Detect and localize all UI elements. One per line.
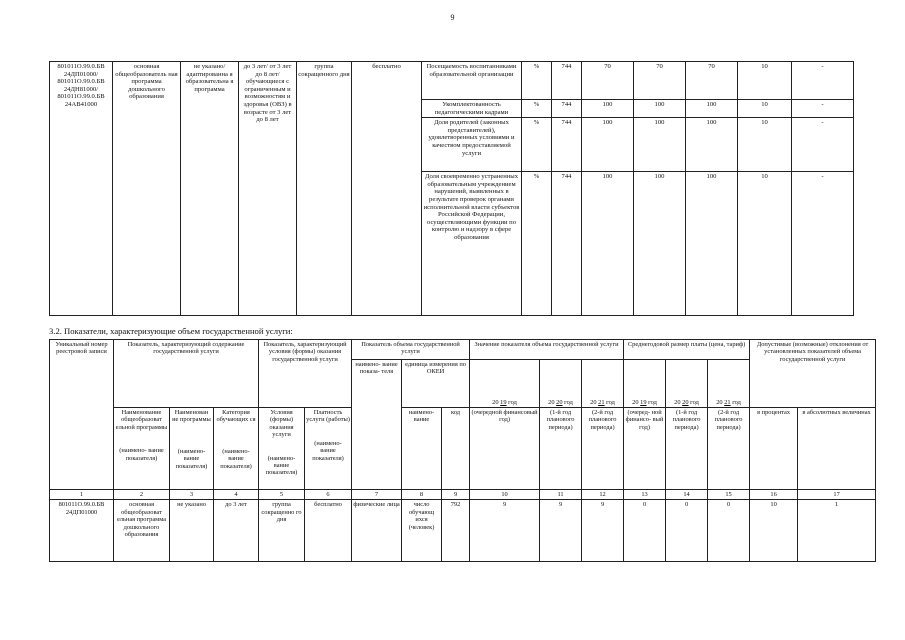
column-number: 11 xyxy=(540,490,582,500)
header-volume: Показатель объема государственной услуги xyxy=(352,340,470,360)
program-category: не указано/ адаптированна я образовательна я программа xyxy=(181,62,239,316)
header-fee-year-second: 20 21 год xyxy=(708,360,750,408)
indicator-value: 100 xyxy=(582,118,634,172)
column-number: 2 xyxy=(114,490,170,500)
column-number: 3 xyxy=(170,490,214,500)
column-number: 5 xyxy=(259,490,305,500)
column-number: 4 xyxy=(214,490,259,500)
table-row xyxy=(50,500,876,562)
indicator-code: 744 xyxy=(552,100,582,118)
row-value-second: 9 xyxy=(582,500,624,562)
header-payment: Платность услуги (работы) (наимено- вание показателя) xyxy=(305,408,352,490)
row-fee-first: 0 xyxy=(666,500,708,562)
column-number: 13 xyxy=(624,490,666,500)
header-name: Наименован ие программы (наимено- вание показателя) xyxy=(170,408,214,490)
payment-type: бесплатно xyxy=(352,62,422,316)
header-year-second: 20 21 год xyxy=(582,360,624,408)
indicator-value: 100 xyxy=(686,118,738,172)
header-year-first: 20 20 год xyxy=(540,360,582,408)
student-age: до 3 лет/ от 3 лет до 8 лет/ обучающиеся с ограниченным и возможностям и здоровья (ОВЗ) в возрасте от 3 лет до 8 лет xyxy=(239,62,297,316)
indicator-deviation: 10 xyxy=(738,172,792,316)
header-fee-first-year: (1-й год планового периода) xyxy=(666,408,708,490)
header-absolute: в абсолютных величинах xyxy=(798,408,876,490)
indicator-value: 100 xyxy=(686,172,738,316)
row-program: основная общеобразоват ельная программа дошкольного образования xyxy=(114,500,170,562)
header-program-name: Наименование общеобразоват ельной программы (наимено- вание показателя) xyxy=(114,408,170,490)
volume-indicators-table xyxy=(49,339,876,562)
header-category: Категория обучающих ся (наимено- вание показателя) xyxy=(214,408,259,490)
header-fee-current-year: (очеред- ной финансо- вый год) xyxy=(624,408,666,490)
row-value-first: 9 xyxy=(540,500,582,562)
indicator-value: 100 xyxy=(582,172,634,316)
group-type: группа сокращенного дня xyxy=(297,62,352,316)
column-number: 8 xyxy=(402,490,442,500)
indicator-unit: % xyxy=(522,118,552,172)
header-allowed-deviation: Допустимые (возможные) отклонения от установленных показателей объема государственной услуги xyxy=(750,340,876,408)
indicator-unit: % xyxy=(522,100,552,118)
header-percent: в процентах xyxy=(750,408,798,490)
header-second-year: (2-й год планового периода) xyxy=(582,408,624,490)
row-unit: число обучающ ихся (человек) xyxy=(402,500,442,562)
column-number: 12 xyxy=(582,490,624,500)
header-fee-second-year: (2-й год планового периода) xyxy=(708,408,750,490)
indicator-value: 100 xyxy=(686,100,738,118)
row-fee-second: 0 xyxy=(708,500,750,562)
indicator-value: 70 xyxy=(582,62,634,100)
indicator-value: 100 xyxy=(634,118,686,172)
indicator-absolute: - xyxy=(792,118,854,172)
header-unique-number: Уникальный номер реестровой записи xyxy=(50,340,114,490)
registry-codes: 801011О.99.0.БВ 24ДП01000/ 801011О.99.0.БВ 24ДН81000/ 801011О.99.0.БВ 24АВ41000 xyxy=(50,62,113,316)
column-number: 7 xyxy=(352,490,402,500)
header-unit-name: наимено- вание xyxy=(402,408,442,490)
header-first-year: (1-й год планового периода) xyxy=(540,408,582,490)
indicator-code: 744 xyxy=(552,62,582,100)
row-absolute: 1 xyxy=(798,500,876,562)
page-number: 9 xyxy=(450,13,455,22)
header-fee: Среднегодовой размер платы (цена, тариф) xyxy=(624,340,750,360)
column-number: 10 xyxy=(470,490,540,500)
quality-indicators-table xyxy=(49,61,854,316)
indicator-code: 744 xyxy=(552,118,582,172)
row-conditions: группа сокращенно го дня xyxy=(259,500,305,562)
indicator-value: 100 xyxy=(634,100,686,118)
column-number: 6 xyxy=(305,490,352,500)
row-name: не указано xyxy=(170,500,214,562)
indicator-name: Доля своевременно устраненных образовательным учреждением нарушений, выявленных в результате проверок органами исполнительной власти субъектов Российской Федерации, осуществляющими функции по контролю и надзору в сфере образования xyxy=(422,172,522,316)
indicator-code: 744 xyxy=(552,172,582,316)
indicator-name: Посещаемость воспитанниками образовательной организации xyxy=(422,62,522,100)
indicator-value: 70 xyxy=(634,62,686,100)
header-volume-name: наимено- вание показа- теля xyxy=(352,360,402,490)
row-okei: 792 xyxy=(442,500,470,562)
section-heading: 3.2. Показатели, характеризующие объем государственной услуги: xyxy=(49,326,293,336)
header-fee-year-first: 20 20 год xyxy=(666,360,708,408)
header-value: Значение показателя объема государственной услуги xyxy=(470,340,624,360)
column-numbers-row xyxy=(50,490,876,500)
header-unit-code: код xyxy=(442,408,470,490)
row-fee-current: 0 xyxy=(624,500,666,562)
header-year-current: 20 19 год xyxy=(470,360,540,408)
header-form: Условия (формы) оказания услуги (наимено- вание показателя) xyxy=(259,408,305,490)
indicator-name: Доля родителей (законных представителей), удовлетворенных условиями и качеством предоставляемой услуги xyxy=(422,118,522,172)
indicator-deviation: 10 xyxy=(738,100,792,118)
program-name: основная общеобразователь ная программа дошкольного образования xyxy=(113,62,181,316)
indicator-unit: % xyxy=(522,172,552,316)
column-number: 17 xyxy=(798,490,876,500)
header-fee-year-current: 20 19 год xyxy=(624,360,666,408)
indicator-deviation: 10 xyxy=(738,62,792,100)
indicator-value: 70 xyxy=(686,62,738,100)
indicator-unit: % xyxy=(522,62,552,100)
column-number: 1 xyxy=(50,490,114,500)
header-unit: единица измерения по ОКЕИ xyxy=(402,360,470,408)
column-number: 15 xyxy=(708,490,750,500)
indicator-name: Укомплектованность педагогическими кадрами xyxy=(422,100,522,118)
row-indicator: физические лица xyxy=(352,500,402,562)
indicator-deviation: 10 xyxy=(738,118,792,172)
column-number: 9 xyxy=(442,490,470,500)
column-number: 14 xyxy=(666,490,708,500)
row-value-current: 9 xyxy=(470,500,540,562)
indicator-value: 100 xyxy=(634,172,686,316)
row-percent: 10 xyxy=(750,500,798,562)
indicator-absolute: - xyxy=(792,62,854,100)
header-content: Показатель, характеризующий содержание государственной услуги xyxy=(114,340,259,408)
row-payment: бесплатно xyxy=(305,500,352,562)
indicator-value: 100 xyxy=(582,100,634,118)
column-number: 16 xyxy=(750,490,798,500)
indicator-absolute: - xyxy=(792,100,854,118)
row-category: до 3 лет xyxy=(214,500,259,562)
header-conditions: Показатель, характеризующий условия (формы) оказания государственной услуги xyxy=(259,340,352,408)
indicator-absolute: - xyxy=(792,172,854,316)
header-current-year: (очередной финансовый год) xyxy=(470,408,540,490)
row-code: 801011О.99.0.БВ 24ДП01000 xyxy=(50,500,114,562)
